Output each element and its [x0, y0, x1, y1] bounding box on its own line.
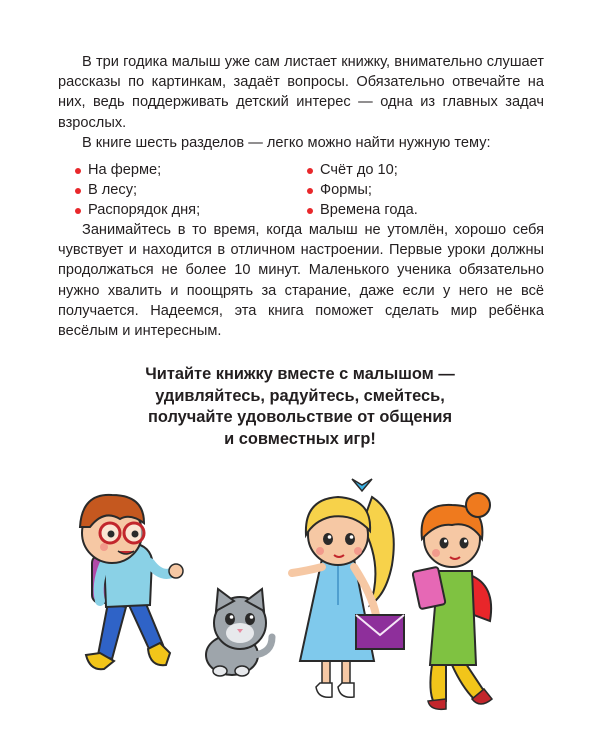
list-item: Распорядок дня; [58, 200, 200, 220]
sections-list-left [58, 160, 200, 221]
boy-with-glasses-icon [80, 495, 183, 669]
bullet-icon [307, 208, 313, 214]
callout-line: и совместных игр! [224, 429, 376, 448]
list-item: Счёт до 10; [290, 160, 418, 180]
callout-text [90, 364, 510, 450]
list-item: На ферме; [58, 160, 200, 180]
list-item: В лесу; [58, 180, 200, 200]
bullet-icon [75, 188, 81, 194]
bullet-icon [307, 188, 313, 194]
list-item: Времена года. [290, 200, 418, 220]
bullet-icon [307, 168, 313, 174]
sections-list-right [290, 160, 418, 221]
bullet-icon [75, 208, 81, 214]
purple-envelope-icon [356, 615, 404, 649]
paragraph-1: В три годика малыш уже сам листает книжку, внимательно слушает рассказы по картинкам, задаёт вопросы. Обязательно отвечайте на них, ведь поддерживать детский интерес — одна из главных задач взрослых. [58, 54, 544, 131]
callout-line: получайте удовольствие от общения [147, 408, 453, 427]
girl-in-blue-dress-icon [292, 479, 394, 697]
girl-with-book-icon [412, 493, 492, 709]
callout-line: удивляйтесь, радуйтесь, смейтесь, [155, 386, 445, 405]
bullet-icon [75, 168, 81, 174]
paragraph-2: В книге шесть разделов — легко можно найти нужную тему: [82, 134, 491, 151]
kitten-icon [206, 589, 272, 676]
children-illustration [0, 455, 600, 750]
intro-text [58, 52, 544, 153]
paragraph-3: Занимайтесь в то время, когда малыш не утомлён, хорошо себя чувствует и находится в отличном настроении. Первые уроки должны продолжаться не более 10 минут. Маленького ученика обязательно нужно хвалить и поощрять за старание, даже если у него не всё получается. Надеемся, эта книга поможет сделать мир ребёнка весёлым и интересным. [58, 222, 544, 340]
callout-line: Читайте книжку вместе с малышом — [145, 365, 455, 383]
advice-text [58, 220, 544, 341]
list-item: Формы; [290, 180, 418, 200]
